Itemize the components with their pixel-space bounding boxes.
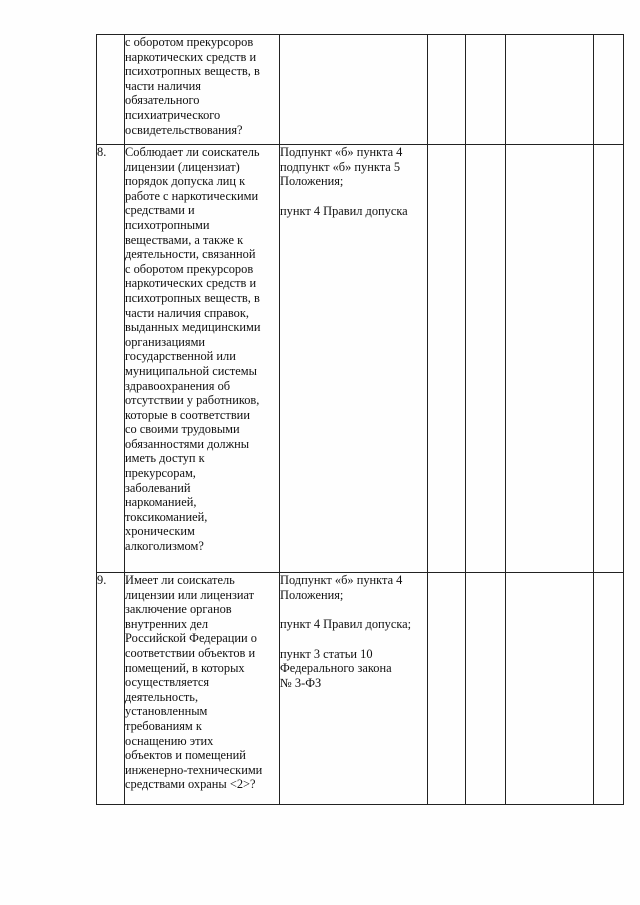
reference-text: пункт 4 Правил допуска [280,203,408,218]
table-row [97,35,624,145]
answer-yes-cell [428,145,466,573]
not-applicable-cell [506,573,594,805]
question-text: Имеет ли соискатель лицензии или лицензиат заключение органов внутренних дел Российской Федерации о соответствии объектов и помещений, в которых осуществляется деятельность, установленным требованиям к оснащению этих объектов и помещений инженерно-техническими средствами охраны <2>? [125,573,263,792]
references-cell [280,145,428,573]
reference-text: пункт 3 статьи 10 Федерального закона № 3-ФЗ [280,646,392,690]
answer-no-cell [466,573,506,805]
answer-yes-cell [428,35,466,145]
not-applicable-cell [506,145,594,573]
reference-text: Подпункт «б» пункта 4 подпункт «б» пункта 5 Положения; [280,145,403,189]
note-cell [594,573,624,805]
not-applicable-cell [506,35,594,145]
row-number [97,35,125,145]
question-cell [125,145,280,573]
row-number: 9. [97,573,125,805]
question-cell [125,35,280,145]
note-cell [594,145,624,573]
question-cell [125,573,280,805]
answer-no-cell [466,35,506,145]
answer-yes-cell [428,573,466,805]
note-cell [594,35,624,145]
references-cell [280,573,428,805]
references-cell [280,35,428,145]
answer-no-cell [466,145,506,573]
reference-text: Подпункт «б» пункта 4 Положения; [280,573,403,602]
question-text: с оборотом прекурсоров наркотических средств и психотропных веществ, в части наличия обязательного психиатрического освидетельствования? [125,35,260,137]
row-number: 8. [97,145,125,573]
table-row [97,573,624,805]
checklist-table [96,34,624,805]
table-row [97,145,624,573]
reference-text: пункт 4 Правил допуска; [280,617,412,632]
question-text: Соблюдает ли соискатель лицензии (лицензиат) порядок допуска лиц к работе с наркотическими средствами и психотропными веществами, а также к деятельности, связанной с оборотом прекурсоров наркотических средств и психотропных веществ, в части наличия справок, выданных медицинскими организациями государственной или муниципальной системы здравоохранения об отсутствии у работников, которые в соответствии со своими трудовыми обязанностями должны иметь доступ к прекурсорам, заболеваний наркоманией, токсикоманией, хроническим алкоголизмом? [125,145,261,554]
